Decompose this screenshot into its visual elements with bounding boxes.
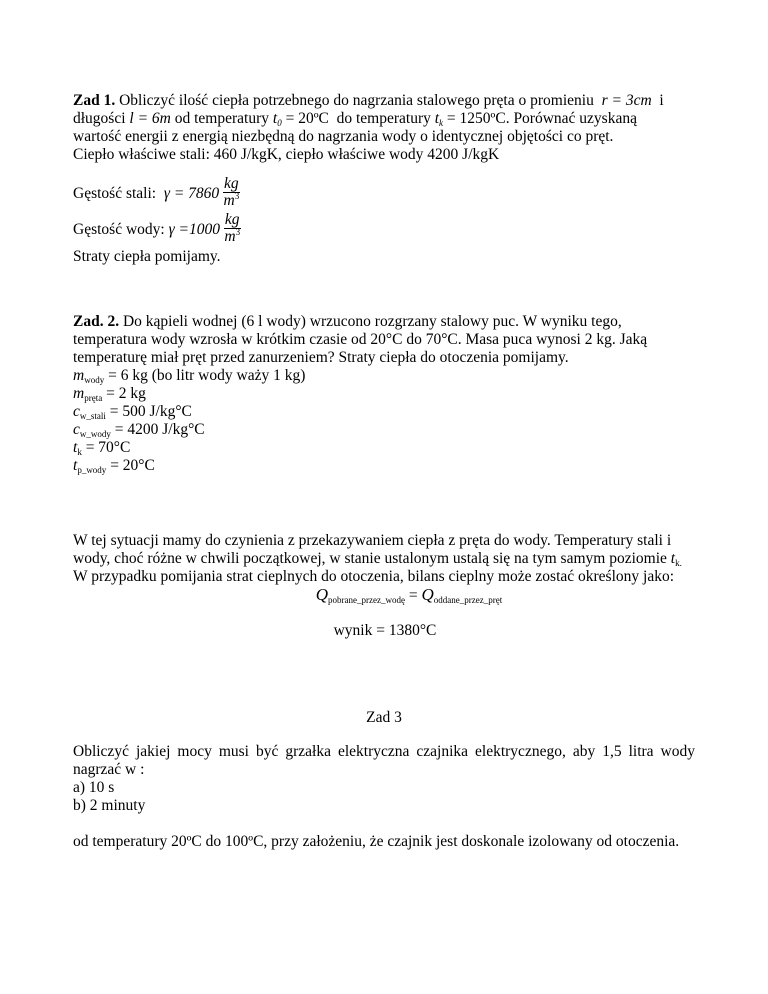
zad2-line3: temperaturę miał pręt przed zanurzeniem? Straty ciepła do otoczenia pomijamy.: [73, 349, 569, 366]
unit-denominator: [224, 226, 241, 245]
eq-q-released: Q: [421, 585, 434, 604]
zad1-water-density: [73, 211, 241, 247]
zad1-losses: Straty ciepła pomijamy.: [73, 248, 221, 265]
tk-sub: k: [439, 118, 444, 128]
t0-value: = 20ºC: [285, 110, 329, 127]
zad1-line1: [73, 92, 664, 110]
given-symbol: m: [73, 367, 85, 384]
water-density-unit: [224, 212, 241, 245]
unit-numerator: kg: [224, 211, 240, 228]
zad1-tk: [435, 110, 506, 127]
zad1-t0: [273, 110, 329, 127]
heat-balance-equation: [0, 586, 768, 605]
given-tp-wody: [73, 457, 155, 475]
zad3-option-a: a) 10 s: [73, 779, 115, 796]
eq-q-absorbed-sub: pobrane_przez_wodę: [328, 595, 405, 605]
zad3-line2: nagrzać w :: [73, 761, 145, 778]
zad2-expl2-text: wody, choć różne w chwili początkowej, w stanie ustalonym ustalą się na tym samym poziomie: [73, 550, 667, 567]
given-symbol: c: [73, 403, 80, 420]
unit-den-symbol: m: [224, 228, 236, 245]
given-sub: wody: [84, 375, 105, 385]
unit-denominator: [223, 190, 240, 209]
zad1-to-temp-label: do temperatury: [336, 110, 431, 127]
zad1-line1-end: i: [659, 92, 664, 109]
unit-exponent: 3: [234, 190, 240, 201]
zad2-text-1: Do kąpieli wodnej (6 l wody) wrzucono rozgrzany stalowy puc. W wyniku tego,: [122, 313, 622, 330]
zad1-steel-density: [73, 175, 240, 211]
zad1-heading: Zad 1.: [73, 92, 116, 109]
unit-numerator: kg: [224, 175, 239, 192]
steel-density-unit: [223, 176, 240, 209]
eq-equals: =: [405, 587, 422, 604]
given-m-wody: [73, 367, 305, 385]
given-c-wody: [73, 421, 205, 439]
given-value: = 70°C: [81, 439, 131, 456]
zad2-heading: Zad. 2.: [73, 313, 120, 330]
given-c-stali: [73, 403, 192, 421]
zad2-line2: temperatura wody wzrosła w krótkim czasie od 20°C do 70°C. Masa puca wynosi 2 kg. Jaką: [73, 331, 648, 348]
tk-value: = 1250ºC: [446, 110, 506, 127]
water-density-value: γ =1000: [168, 221, 221, 239]
zad1-line4: Ciepło właściwe stali: 460 J/kgK, ciepło właściwe wody 4200 J/kgK: [73, 146, 500, 163]
given-symbol: t: [73, 439, 78, 456]
zad3-option-b: b) 2 minuty: [73, 797, 146, 814]
steel-density-label: Gęstość stali:: [73, 185, 157, 203]
zad2-result: wynik = 1380°C: [333, 622, 437, 639]
eq-q-released-sub: oddane_przez_pręt: [433, 595, 503, 605]
zad3-line1: Obliczyć jakiej mocy musi być grzałka elektryczna czajnika elektrycznego, aby 1,5 litra wody: [73, 743, 695, 760]
given-value: = 20°C: [106, 457, 155, 474]
zad2-expl2: [73, 550, 682, 568]
given-symbol: c: [73, 421, 80, 438]
zad2-expl1: W tej sytuacji mamy do czynienia z przekazywaniem ciepła z pręta do wody. Temperatury stali i: [73, 532, 672, 549]
given-value: = 500 J/kg°C: [105, 403, 192, 420]
tk-symbol: t: [434, 110, 440, 127]
given-sub: w_wody: [79, 429, 111, 439]
zad1-length: l = 6m: [129, 110, 171, 127]
zad1-length-label: długości: [73, 110, 126, 127]
zad3-heading: Zad 3: [366, 709, 402, 726]
zad1-radius: r = 3cm: [601, 92, 652, 109]
zad1-from-temp-label: od temperatury: [174, 110, 270, 127]
given-m-preta: [73, 385, 146, 403]
t0-symbol: t: [272, 110, 278, 127]
given-tk: [73, 439, 130, 457]
given-sub: p_wody: [77, 465, 107, 475]
steel-density-value: γ = 7860: [163, 185, 220, 203]
zad1-compare-text: . Porównać uzyskaną: [505, 110, 637, 127]
unit-exponent: 3: [235, 226, 241, 237]
t0-sub: 0: [277, 118, 282, 128]
zad2-expl2-tk-sub: k.: [675, 558, 682, 568]
eq-q-absorbed: Q: [315, 585, 329, 604]
zad2-expl3: W przypadku pomijania strat cieplnych do otoczenia, bilans cieplny może zostać określony jako:: [73, 568, 675, 585]
unit-den-symbol: m: [223, 192, 235, 209]
given-sub: pręta: [84, 393, 103, 403]
zad1-line2: [73, 110, 637, 128]
given-sub: k: [77, 447, 82, 457]
given-sub: w_stali: [79, 411, 106, 421]
given-value: = 2 kg: [102, 385, 146, 402]
zad3-last-line: od temperatury 20ºC do 100ºC, przy założeniu, że czajnik jest doskonale izolowany od otoczenia.: [73, 833, 680, 850]
zad1-text-1: Obliczyć ilość ciepła potrzebnego do nagrzania stalowego pręta o promieniu: [119, 92, 594, 109]
given-value: = 4200 J/kg°C: [110, 421, 205, 438]
given-symbol: m: [73, 385, 85, 402]
zad2-expl2-tk: t: [670, 550, 676, 567]
given-symbol: t: [73, 457, 78, 474]
water-density-label: Gęstość wody:: [73, 221, 165, 239]
zad2-line1: [73, 313, 622, 331]
zad1-line3: wartość energii z energią niezbędną do nagrzania wody o identycznej objętości co pręt.: [73, 128, 614, 145]
given-value: = 6 kg (bo litr wody waży 1 kg): [104, 367, 306, 384]
